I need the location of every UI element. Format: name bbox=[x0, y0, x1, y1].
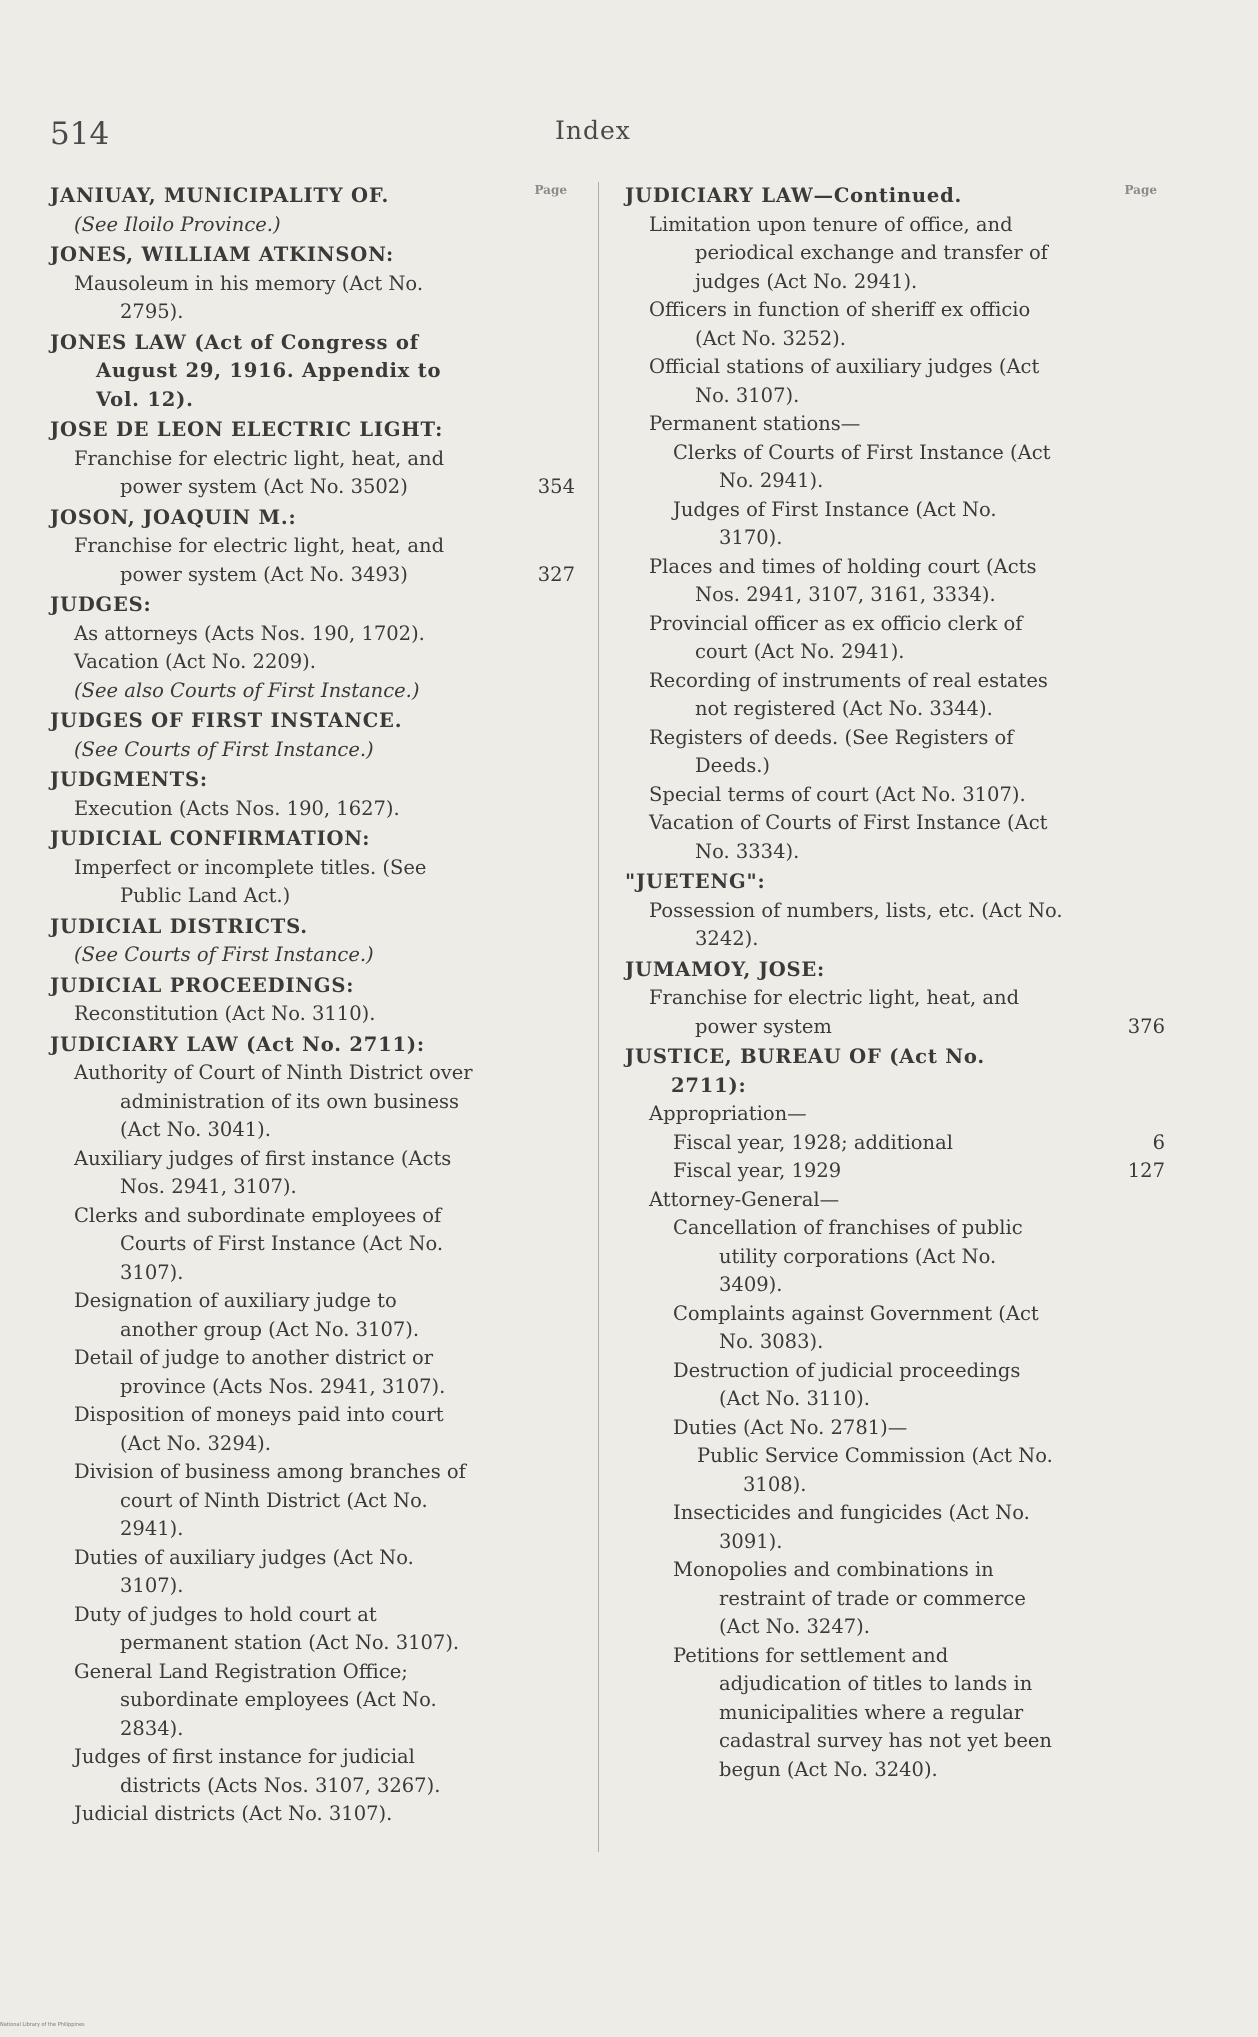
left-entries bbox=[50, 182, 575, 1829]
index-heading bbox=[50, 416, 575, 445]
index-subentry bbox=[50, 736, 575, 765]
index-subentry bbox=[625, 353, 1165, 410]
entry-text: As attorneys (Acts Nos. 190, 1702). bbox=[74, 621, 425, 645]
index-subentry bbox=[625, 553, 1165, 610]
entry-text: Duties (Act No. 2781)— bbox=[673, 1415, 908, 1439]
entry-text: Insecticides and fungicides (Act No. 3091). bbox=[673, 1501, 1030, 1553]
index-subentry bbox=[625, 1499, 1165, 1556]
entry-text: (See Courts of First Instance.) bbox=[74, 737, 374, 761]
entry-text: Franchise for electric light, heat, and power system bbox=[649, 986, 1020, 1038]
entry-text: JUDGMENTS: bbox=[50, 768, 208, 791]
entry-text: JOSE DE LEON ELECTRIC LIGHT: bbox=[50, 418, 444, 441]
page-column-label: Page bbox=[534, 183, 567, 197]
entry-text: Clerks of Courts of First Instance (Act No. 2941). bbox=[673, 440, 1051, 492]
index-subentry bbox=[625, 1186, 1165, 1215]
index-subentry bbox=[50, 1800, 575, 1829]
entry-text: Judges of First Instance (Act No. 3170). bbox=[673, 497, 997, 549]
entry-text: JUDICIAL PROCEEDINGS: bbox=[50, 973, 355, 997]
index-subentry bbox=[625, 439, 1165, 496]
index-heading bbox=[50, 766, 575, 795]
footer-credit: National Library of the Philippines bbox=[0, 2022, 85, 2028]
index-subentry bbox=[50, 795, 575, 824]
index-subentry bbox=[625, 1214, 1165, 1300]
entry-text: JUDICIAL CONFIRMATION: bbox=[50, 827, 371, 850]
index-subentry bbox=[50, 1401, 575, 1458]
entry-text: Attorney-General— bbox=[649, 1187, 840, 1211]
entry-text: Permanent stations— bbox=[649, 412, 861, 435]
index-heading bbox=[50, 504, 575, 533]
entry-text: Provincial officer as ex officio clerk of court (Act No. 2941). bbox=[649, 611, 1023, 663]
index-subentry bbox=[50, 1458, 575, 1544]
entry-text: Disposition of moneys paid into court (Act No. 3294). bbox=[74, 1403, 444, 1455]
index-subentry bbox=[625, 211, 1165, 297]
entry-text: "JUETENG": bbox=[625, 870, 766, 893]
entry-text: Official stations of auxiliary judges (Act No. 3107). bbox=[649, 355, 1040, 407]
entry-text: JUDGES: bbox=[50, 593, 152, 616]
entry-text: Recording of instruments of real estates not registered (Act No. 3344). bbox=[649, 668, 1048, 720]
column-divider bbox=[598, 182, 599, 1852]
entry-text: Limitation upon tenure of office, and periodical exchange and transfer of judges (Act No. 2941). bbox=[649, 212, 1048, 293]
index-subentry bbox=[625, 897, 1165, 954]
index-subentry bbox=[50, 1344, 575, 1401]
entry-text: Complaints against Government (Act No. 3083). bbox=[673, 1301, 1039, 1353]
index-heading bbox=[50, 329, 575, 415]
entry-text: Registers of deeds. (See Registers of Deeds.) bbox=[649, 725, 1014, 777]
page-reference: 327 bbox=[537, 562, 575, 586]
index-subentry bbox=[625, 1642, 1165, 1785]
running-head: Index bbox=[555, 116, 631, 145]
entry-text: Public Service Commission (Act No. 3108). bbox=[697, 1444, 1053, 1496]
index-subentry bbox=[50, 1601, 575, 1658]
entry-text: Franchise for electric light, heat, and power system (Act No. 3502) bbox=[74, 446, 445, 498]
entry-text: Reconstitution (Act No. 3110). bbox=[74, 1002, 376, 1025]
entry-text: Places and times of holding court (Acts Nos. 2941, 3107, 3161, 3334). bbox=[649, 554, 1037, 606]
entry-text: Clerks and subordinate employees of Courts of First Instance (Act No. 3107). bbox=[74, 1203, 444, 1284]
entry-text: (See Courts of First Instance.) bbox=[74, 943, 374, 966]
entry-text: Detail of judge to another district or province (Acts Nos. 2941, 3107). bbox=[74, 1346, 446, 1398]
index-heading bbox=[625, 868, 1165, 897]
index-subentry bbox=[625, 724, 1165, 781]
entry-text: Mausoleum in his memory (Act No. 2795). bbox=[74, 271, 424, 323]
index-subentry bbox=[50, 854, 575, 911]
index-subentry bbox=[625, 1357, 1165, 1414]
index-subentry bbox=[625, 1300, 1165, 1357]
entry-text: JONES, WILLIAM ATKINSON: bbox=[50, 243, 394, 266]
entry-text: JUSTICE, BUREAU OF (Act No. 2711): bbox=[625, 1045, 985, 1097]
index-subentry bbox=[625, 1129, 1165, 1158]
index-heading bbox=[625, 956, 1165, 985]
index-subentry bbox=[50, 445, 575, 502]
index-subentry bbox=[50, 677, 575, 706]
index-subentry bbox=[50, 941, 575, 970]
index-subentry bbox=[50, 1145, 575, 1202]
entry-text: Officers in function of sheriff ex officio (Act No. 3252). bbox=[649, 298, 1031, 350]
entry-text: JUMAMOY, JOSE: bbox=[625, 957, 826, 981]
index-subentry bbox=[625, 781, 1165, 810]
page-reference: 127 bbox=[1127, 1159, 1165, 1182]
page-reference: 354 bbox=[537, 475, 575, 498]
index-subentry bbox=[50, 1059, 575, 1145]
index-heading bbox=[625, 1043, 1165, 1100]
entry-text: Special terms of court (Act No. 3107). bbox=[649, 782, 1026, 806]
index-subentry bbox=[625, 296, 1165, 353]
entry-text: JUDGES OF FIRST INSTANCE. bbox=[50, 709, 403, 732]
entry-text: Fiscal year, 1929 bbox=[673, 1159, 842, 1182]
entry-text: General Land Registration Office; subordinate employees (Act No. 2834). bbox=[74, 1659, 437, 1740]
entry-text: Judicial districts (Act No. 3107). bbox=[74, 1802, 393, 1825]
entry-text: Judges of first instance for judicial districts (Acts Nos. 3107, 3267). bbox=[74, 1745, 441, 1797]
index-heading bbox=[50, 707, 575, 736]
entry-text: (See also Courts of First Instance.) bbox=[74, 678, 420, 702]
entry-text: Fiscal year, 1928; additional bbox=[673, 1130, 953, 1154]
index-heading bbox=[50, 1031, 575, 1060]
index-subentry bbox=[625, 1100, 1165, 1129]
index-heading bbox=[50, 913, 575, 942]
index-subentry bbox=[50, 1202, 575, 1288]
entry-text: Imperfect or incomplete titles. (See Public Land Act.) bbox=[74, 855, 427, 907]
entry-text: Monopolies and combinations in restraint of trade or commerce (Act No. 3247). bbox=[673, 1558, 1026, 1638]
index-subentry bbox=[50, 1000, 575, 1029]
index-subentry bbox=[625, 1442, 1165, 1499]
entry-text: JUDICIARY LAW—Continued. bbox=[625, 184, 963, 207]
index-subentry bbox=[625, 496, 1165, 553]
entry-text: Execution (Acts Nos. 190, 1627). bbox=[74, 796, 400, 820]
entry-text: Petitions for settlement and adjudication of titles to lands in municipalities where a regular cadastral survey has not yet been begun (Act No. 3240). bbox=[673, 1643, 1052, 1781]
entry-text: Franchise for electric light, heat, and power system (Act No. 3493) bbox=[74, 534, 445, 586]
index-heading bbox=[50, 591, 575, 620]
entry-text: Possession of numbers, lists, etc. (Act No. 3242). bbox=[649, 898, 1063, 950]
entry-text: JANIUAY, MUNICIPALITY OF. bbox=[50, 184, 390, 207]
index-subentry bbox=[50, 270, 575, 327]
entry-text: JUDICIARY LAW (Act No. 2711): bbox=[50, 1032, 425, 1056]
right-column bbox=[625, 180, 1165, 1784]
entry-text: Duty of judges to hold court at permanent station (Act No. 3107). bbox=[74, 1602, 460, 1654]
index-subentry bbox=[625, 610, 1165, 667]
entry-text: Authority of Court of Ninth District over administration of its own business (Act No. 3041). bbox=[74, 1061, 473, 1141]
index-heading bbox=[50, 182, 575, 211]
page-column-label: Page bbox=[1124, 183, 1157, 197]
index-subentry bbox=[625, 1414, 1165, 1443]
entry-text: JOSON, JOAQUIN M.: bbox=[50, 505, 297, 529]
page-reference: 6 bbox=[1152, 1130, 1165, 1154]
entry-text: Auxiliary judges of first instance (Acts Nos. 2941, 3107). bbox=[74, 1146, 452, 1198]
index-subentry bbox=[625, 984, 1165, 1041]
index-subentry bbox=[625, 667, 1165, 724]
entry-text: Division of business among branches of court of Ninth District (Act No. 2941). bbox=[74, 1460, 466, 1540]
index-heading bbox=[50, 972, 575, 1001]
entry-text: Appropriation— bbox=[649, 1102, 807, 1125]
entry-text: Vacation of Courts of First Instance (Act No. 3334). bbox=[649, 811, 1048, 863]
index-subentry bbox=[50, 1658, 575, 1744]
right-entries bbox=[625, 182, 1165, 1784]
entry-text: Cancellation of franchises of public utility corporations (Act No. 3409). bbox=[673, 1216, 1023, 1296]
entry-text: Designation of auxiliary judge to another group (Act No. 3107). bbox=[74, 1289, 420, 1341]
index-subentry bbox=[50, 620, 575, 649]
index-subentry bbox=[50, 648, 575, 677]
index-subentry bbox=[50, 1743, 575, 1800]
index-subentry bbox=[625, 809, 1165, 866]
index-subentry bbox=[625, 1556, 1165, 1642]
page-number: 514 bbox=[50, 116, 110, 152]
index-heading bbox=[50, 825, 575, 854]
entry-text: Duties of auxiliary judges (Act No. 3107). bbox=[74, 1545, 414, 1597]
entry-text: JUDICIAL DISTRICTS. bbox=[50, 914, 308, 938]
left-column bbox=[50, 180, 575, 1829]
index-heading bbox=[625, 182, 1165, 211]
index-subentry bbox=[50, 532, 575, 589]
entry-text: (See Iloilo Province.) bbox=[74, 212, 281, 236]
index-subentry bbox=[625, 410, 1165, 439]
entry-text: Destruction of judicial proceedings (Act No. 3110). bbox=[673, 1358, 1021, 1410]
entry-text: JONES LAW (Act of Congress of August 29, 1916. Appendix to Vol. 12). bbox=[50, 330, 442, 411]
page-reference: 376 bbox=[1127, 1014, 1165, 1038]
index-subentry bbox=[50, 1544, 575, 1601]
index-heading bbox=[50, 241, 575, 270]
index-subentry bbox=[625, 1157, 1165, 1186]
index-subentry bbox=[50, 1287, 575, 1344]
entry-text: Vacation (Act No. 2209). bbox=[74, 650, 316, 673]
index-subentry bbox=[50, 211, 575, 240]
